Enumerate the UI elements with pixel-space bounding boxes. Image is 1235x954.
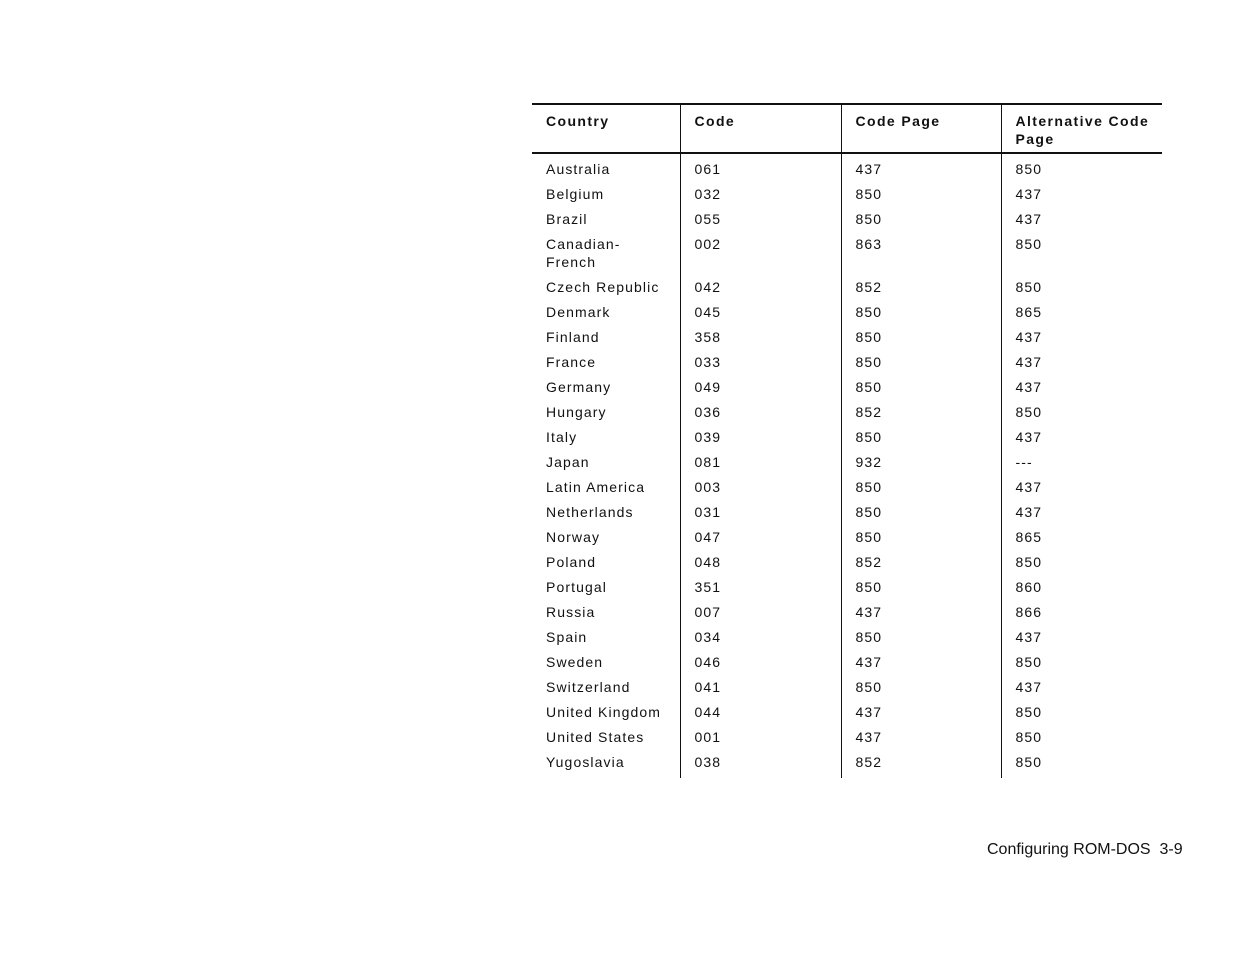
code-cell: 032: [680, 185, 841, 210]
header-country: Country: [546, 113, 610, 129]
code-page-cell: 437: [841, 728, 1001, 753]
code-cell: 001: [680, 728, 841, 753]
table-row: [532, 603, 1162, 628]
alt-code-page-cell: 437: [1001, 210, 1162, 235]
alt-code-page-cell: ---: [1001, 453, 1162, 478]
code-cell: 042: [680, 278, 841, 303]
table-row: [532, 578, 1162, 603]
page-footer: Configuring ROM-DOS 3-9: [987, 841, 1183, 858]
table-row: [532, 403, 1162, 428]
code-cell: 039: [680, 428, 841, 453]
country-cell: Poland: [546, 554, 597, 570]
table-row: [532, 753, 1162, 778]
code-page-cell: 850: [841, 503, 1001, 528]
code-page-cell: 850: [841, 428, 1001, 453]
code-page-cell: 437: [841, 603, 1001, 628]
code-page-cell: 850: [841, 578, 1001, 603]
alt-code-page-cell: 437: [1001, 478, 1162, 503]
code-page-cell: 850: [841, 378, 1001, 403]
code-page-cell: 437: [841, 653, 1001, 678]
header-alternative-code-page: Alternative Code Page: [1001, 104, 1162, 153]
alt-code-page-cell: 860: [1001, 578, 1162, 603]
alt-code-page-cell: 437: [1001, 503, 1162, 528]
alt-code-page-cell: 437: [1001, 185, 1162, 210]
table-row: [532, 428, 1162, 453]
country-cell: Spain: [546, 629, 588, 645]
code-page-cell: 850: [841, 353, 1001, 378]
code-cell: 033: [680, 353, 841, 378]
header-code-page: Code Page: [841, 104, 1001, 153]
code-cell: 036: [680, 403, 841, 428]
table-body: [532, 153, 1162, 778]
code-cell: 002: [680, 235, 841, 278]
alt-code-page-cell: 850: [1001, 653, 1162, 678]
header-code: Code: [680, 104, 841, 153]
table-row: [532, 478, 1162, 503]
code-page-cell: 850: [841, 185, 1001, 210]
table-row: [532, 153, 1162, 185]
code-cell: 034: [680, 628, 841, 653]
table-row: [532, 328, 1162, 353]
country-cell: Czech Republic: [546, 279, 660, 295]
code-cell: 044: [680, 703, 841, 728]
code-cell: 041: [680, 678, 841, 703]
table-row: [532, 353, 1162, 378]
country-code-table-container: [532, 103, 1162, 778]
code-page-cell: 852: [841, 553, 1001, 578]
code-cell: 003: [680, 478, 841, 503]
table-row: [532, 528, 1162, 553]
country-code-table: [532, 103, 1162, 778]
code-page-cell: 852: [841, 278, 1001, 303]
table-row: [532, 453, 1162, 478]
code-cell: 048: [680, 553, 841, 578]
country-cell: Yugoslavia: [546, 754, 625, 770]
code-page-cell: 437: [841, 153, 1001, 185]
alt-code-page-cell: 437: [1001, 353, 1162, 378]
table-row: [532, 303, 1162, 328]
country-cell: Finland: [546, 329, 600, 345]
table-header: [532, 104, 1162, 153]
table-row: [532, 278, 1162, 303]
country-cell: United Kingdom: [546, 704, 662, 720]
country-cell: United States: [546, 729, 645, 745]
table-row: [532, 653, 1162, 678]
alt-code-page-cell: 865: [1001, 303, 1162, 328]
code-cell: 055: [680, 210, 841, 235]
alt-code-page-cell: 850: [1001, 703, 1162, 728]
code-page-cell: 850: [841, 628, 1001, 653]
code-page-cell: 850: [841, 678, 1001, 703]
code-page-cell: 852: [841, 753, 1001, 778]
code-page-cell: 852: [841, 403, 1001, 428]
code-cell: 061: [680, 153, 841, 185]
table-row: [532, 628, 1162, 653]
table-row: [532, 378, 1162, 403]
code-cell: 047: [680, 528, 841, 553]
country-cell: Netherlands: [546, 504, 634, 520]
country-cell: Japan: [546, 454, 590, 470]
alt-code-page-cell: 437: [1001, 678, 1162, 703]
country-cell: Brazil: [546, 211, 588, 227]
code-page-cell: 850: [841, 328, 1001, 353]
alt-code-page-cell: 437: [1001, 378, 1162, 403]
table-row: [532, 210, 1162, 235]
table-row: [532, 235, 1162, 278]
code-page-cell: 437: [841, 703, 1001, 728]
code-cell: 049: [680, 378, 841, 403]
alt-code-page-cell: 850: [1001, 753, 1162, 778]
table-row: [532, 185, 1162, 210]
country-cell: Germany: [546, 379, 612, 395]
code-cell: 031: [680, 503, 841, 528]
code-cell: 046: [680, 653, 841, 678]
table-row: [532, 678, 1162, 703]
code-page-cell: 850: [841, 478, 1001, 503]
alt-code-page-cell: 850: [1001, 235, 1162, 278]
country-cell: Norway: [546, 529, 601, 545]
alt-code-page-cell: 850: [1001, 553, 1162, 578]
code-cell: 358: [680, 328, 841, 353]
alt-code-page-cell: 437: [1001, 428, 1162, 453]
country-cell: Australia: [546, 161, 611, 177]
alt-code-page-cell: 866: [1001, 603, 1162, 628]
alt-code-page-cell: 850: [1001, 403, 1162, 428]
code-page-cell: 863: [841, 235, 1001, 278]
country-cell: Hungary: [546, 404, 607, 420]
code-page-cell: 932: [841, 453, 1001, 478]
code-cell: 045: [680, 303, 841, 328]
code-page-cell: 850: [841, 528, 1001, 553]
country-cell: Belgium: [546, 186, 605, 202]
alt-code-page-cell: 850: [1001, 728, 1162, 753]
country-cell: Switzerland: [546, 679, 631, 695]
code-cell: 007: [680, 603, 841, 628]
code-cell: 038: [680, 753, 841, 778]
table-row: [532, 503, 1162, 528]
table-row: [532, 728, 1162, 753]
table-header-row: [532, 104, 1162, 153]
code-cell: 351: [680, 578, 841, 603]
country-cell: Sweden: [546, 654, 604, 670]
alt-code-page-cell: 850: [1001, 278, 1162, 303]
alt-code-page-cell: 437: [1001, 328, 1162, 353]
country-cell: Canadian- French: [546, 236, 621, 270]
alt-code-page-cell: 850: [1001, 153, 1162, 185]
code-cell: 081: [680, 453, 841, 478]
country-cell: Denmark: [546, 304, 611, 320]
code-page-cell: 850: [841, 303, 1001, 328]
country-cell: Russia: [546, 604, 596, 620]
table-row: [532, 553, 1162, 578]
alt-code-page-cell: 437: [1001, 628, 1162, 653]
country-cell: Italy: [546, 429, 578, 445]
table-row: [532, 703, 1162, 728]
country-cell: Portugal: [546, 579, 607, 595]
country-cell: France: [546, 354, 597, 370]
code-page-cell: 850: [841, 210, 1001, 235]
country-cell: Latin America: [546, 479, 646, 495]
alt-code-page-cell: 865: [1001, 528, 1162, 553]
